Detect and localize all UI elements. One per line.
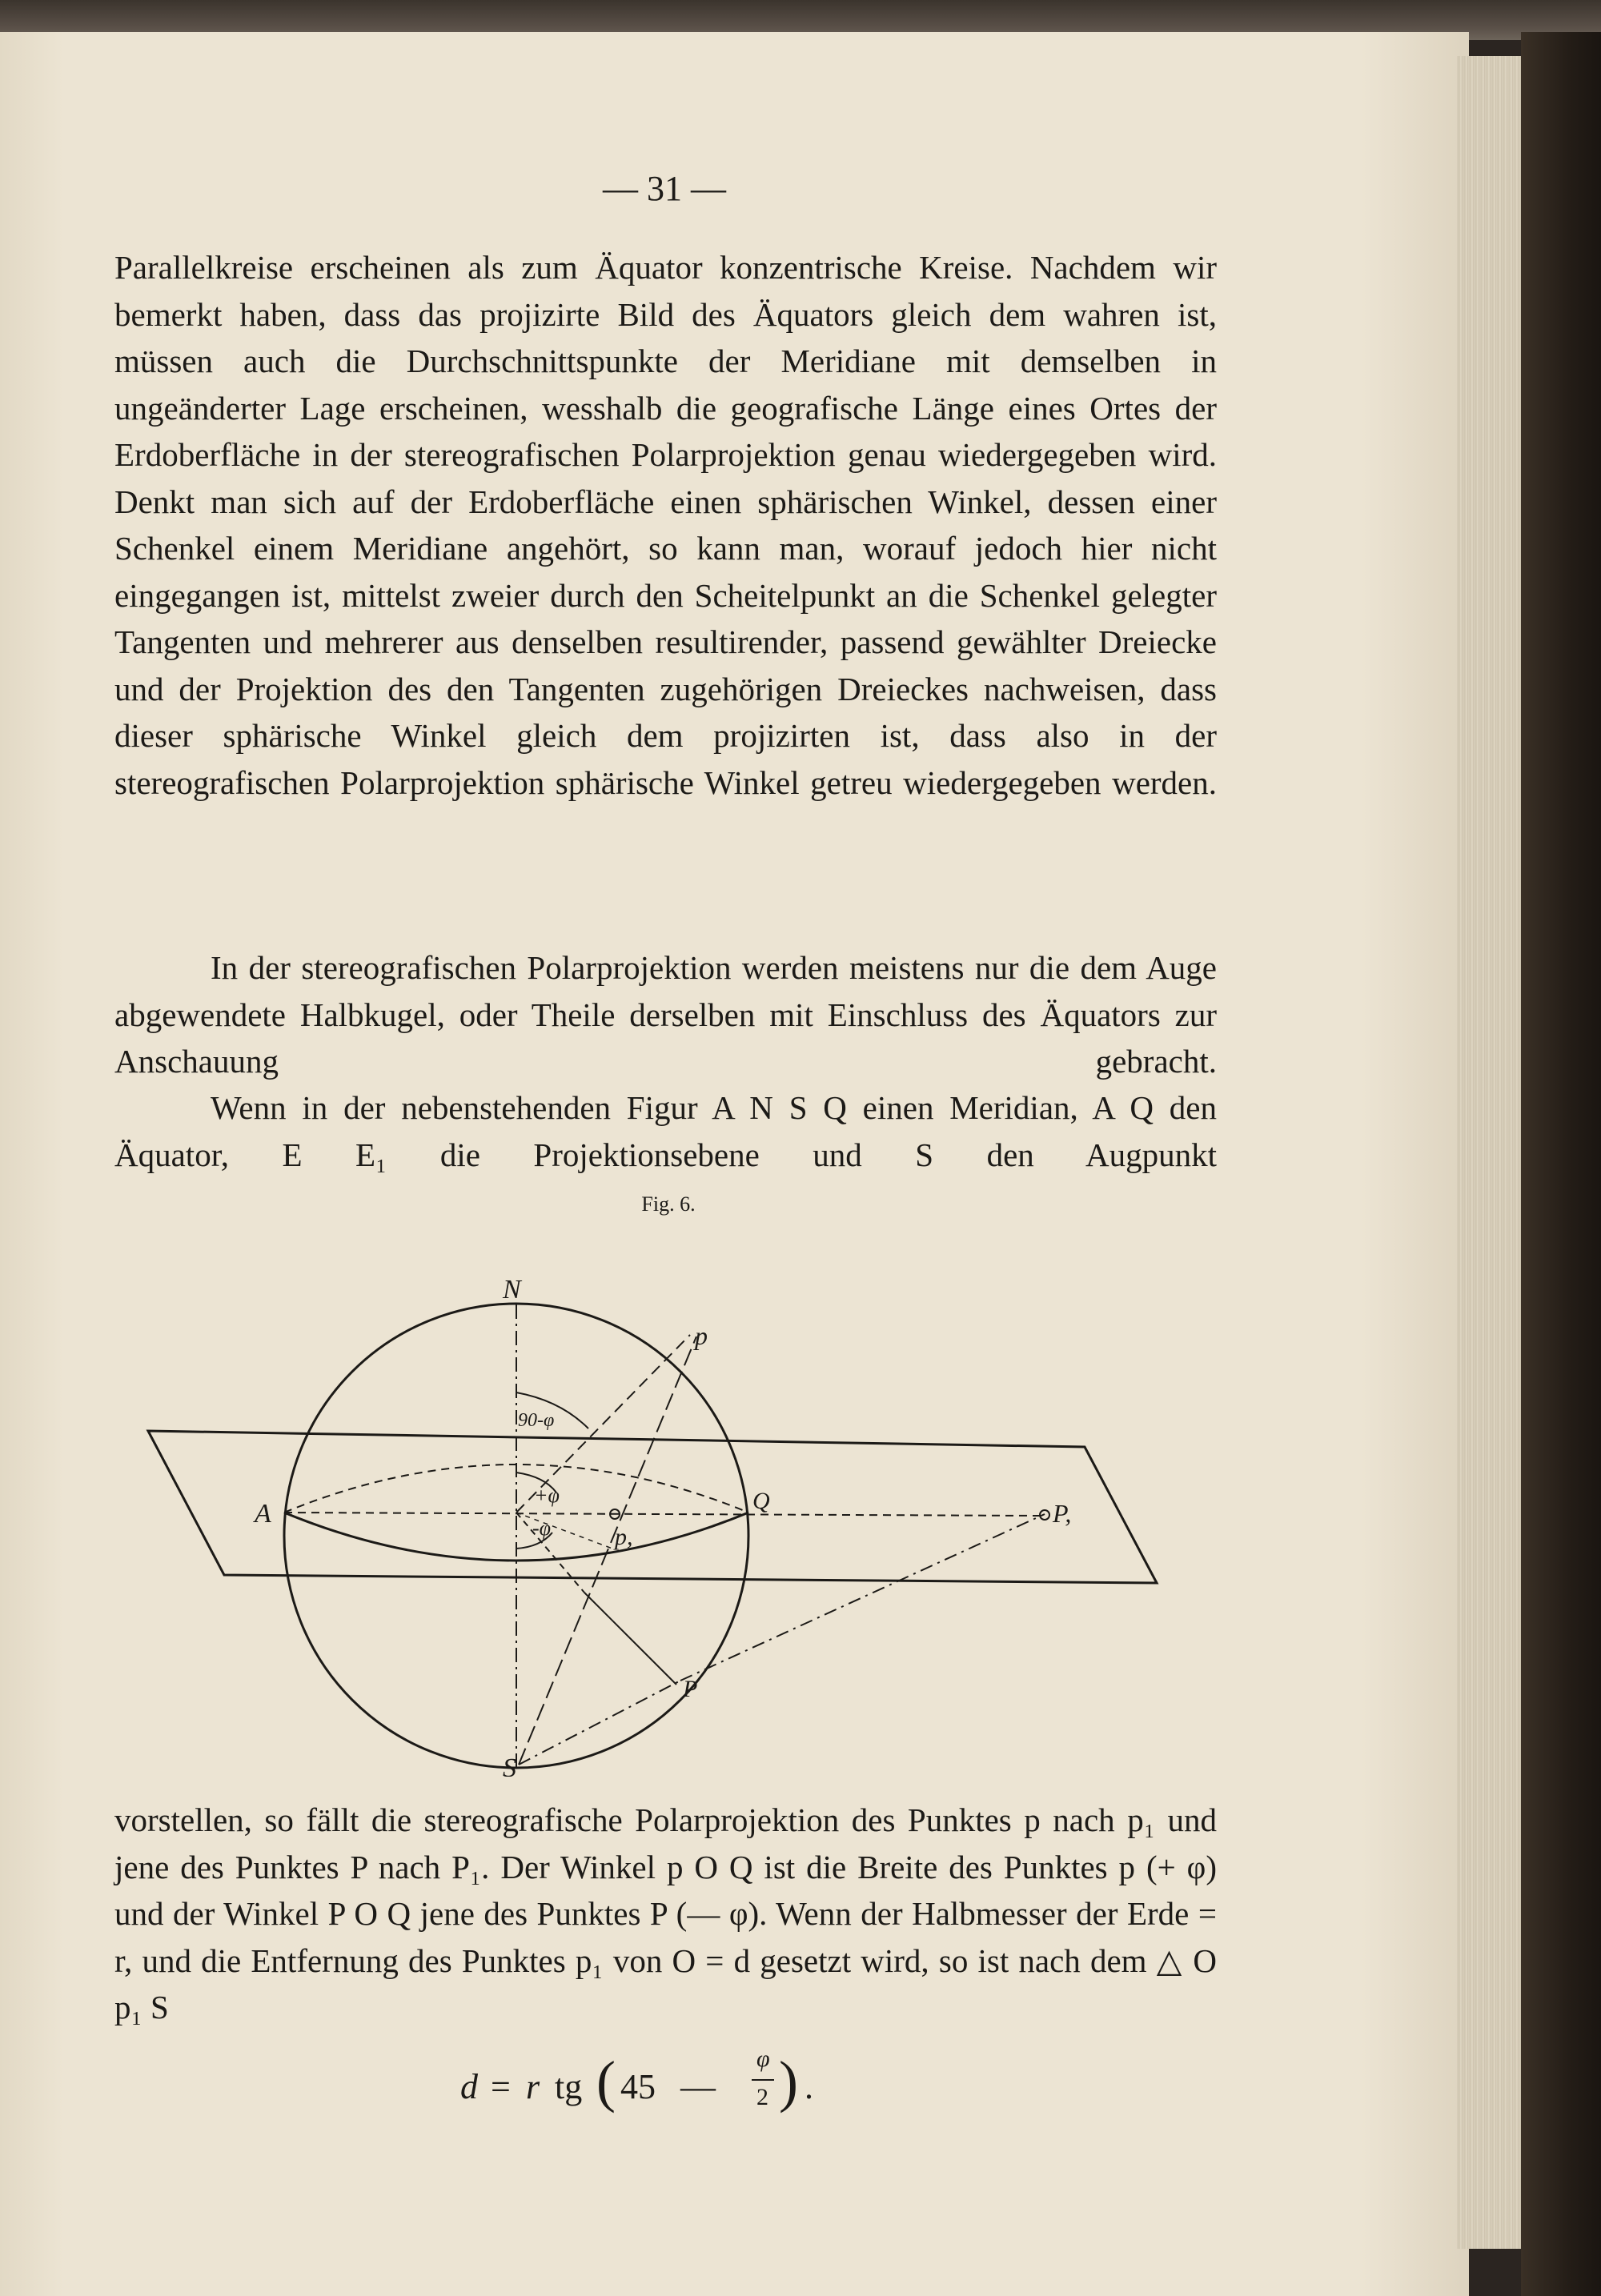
label-big-p1: P, [1053, 1499, 1072, 1528]
label-angle-minus: -φ [532, 1517, 552, 1540]
formula [460, 2046, 877, 2121]
formula-frac-den: 2 [756, 2084, 768, 2110]
formula-eq: = [491, 2067, 511, 2106]
label-n: N [503, 1275, 521, 1304]
label-angle-plus: +φ [534, 1484, 560, 1507]
formula-lparen: ( [596, 2050, 616, 2114]
label-q: Q [752, 1488, 770, 1514]
formula-45: 45 [620, 2067, 656, 2106]
label-big-p: P [683, 1676, 698, 1702]
equator-diameter [284, 1513, 1041, 1516]
page-number: — 31 — [603, 169, 726, 208]
ray-big-p-to-p1 [680, 1514, 1045, 1681]
paragraph-1: Parallelkreise erscheinen als zum Äquator konzentrische Kreise. Nachdem wir bemerkt haben, dass das projizirte Bild des Äquators gleich dem wahren ist, müssen auch die Durchschnittspunkte der Meridiane mit demselben in ungeänderter Lage erscheinen, wesshalb die geografische Länge eines Ortes der Erdoberfläche in der stereografischen Polarprojektion genau wiedergegeben wird. Denkt man sich auf der Erdoberfläche einen sphärischen Winkel, dessen einer Schenkel einem Meridiane angehört, so kann man, worauf jedoch hier nicht eingegangen ist, mittelst zweier durch den Scheitelpunkt an die Schenkel gelegter Tangenten und mehrerer aus denselben resultirender, passend gewählter Dreiecke und der Projektion des den Tangenten zugehörigen Dreieckes nachweisen, dass dieser sphärische Winkel gleich dem projizirten ist, dass also in der stereografischen Polarprojektion sphärische Winkel getreu wiedergegeben werden. [114, 249, 1217, 801]
paragraph-2: In der stereografischen Polarprojektion werden meistens nur die dem Auge abgewendete Halbkugel, oder Theile derselben mit Einschluss des Äquators zur Anschauung gebracht. [114, 949, 1217, 1080]
label-angle-top: 90-φ [518, 1410, 555, 1431]
book-binding [1521, 32, 1601, 2296]
figure-caption: Fig. 6. [641, 1192, 696, 1216]
stereographic-projection-figure [136, 1232, 1177, 1777]
label-p: p [695, 1321, 708, 1350]
formula-r: r [526, 2067, 540, 2106]
formula-tg: tg [555, 2067, 583, 2106]
paragraph-4: vorstellen, so fällt die stereografische Polarprojektion des Punktes p nach p₁ und jene des Punktes P nach P₁. Der Winkel p O Q ist die Breite des Punktes p (+ φ) und der Winkel P O Q jene des Punktes P (— φ). Wenn der Halbmesser der Erde = r, und die Entfernung des Punktes p₁ von O = d gesetzt wird, so ist nach dem △ O p₁ S [114, 1801, 1217, 2026]
label-a: A [255, 1499, 271, 1529]
formula-rparen: ) [779, 2050, 798, 2114]
formula-frac-bar [752, 2079, 774, 2081]
paragraph-3: Wenn in der nebenstehenden Figur A N S Q einen Meridian, A Q den Äquator, E E₁ die Projektionsebene und S den Augpunkt [114, 1089, 1217, 1173]
label-p1: p, [615, 1524, 633, 1550]
formula-frac-num: φ [756, 2046, 770, 2072]
ray-o-to-big-p [584, 1593, 676, 1685]
label-s: S [503, 1753, 516, 1777]
formula-dot: . [805, 2067, 813, 2106]
formula-minus: — [680, 2067, 716, 2106]
formula-d: d [460, 2067, 478, 2106]
